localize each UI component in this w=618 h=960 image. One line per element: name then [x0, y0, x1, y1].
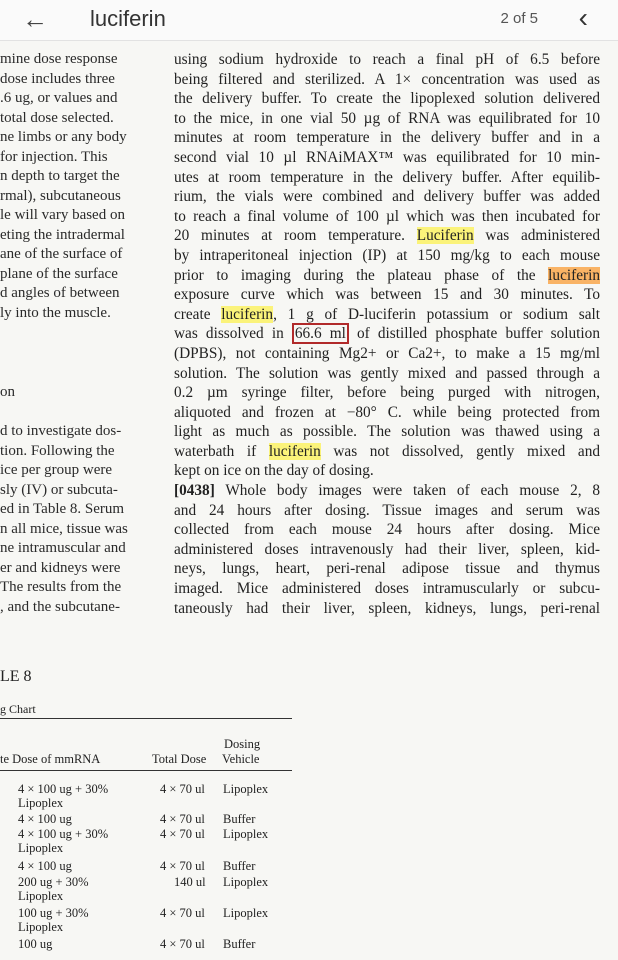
text-line: sly (IV) or subcuta-	[0, 481, 118, 498]
text-line: rmal), subcutaneous	[0, 187, 121, 204]
text-run: was dissolved in	[174, 325, 292, 343]
search-match-highlight[interactable]: Luciferin	[416, 227, 474, 245]
table-cell: 4 × 70 ul	[160, 906, 205, 920]
table-cell: Buffer	[223, 812, 256, 826]
search-match-highlight[interactable]: luciferin	[268, 442, 321, 460]
table-header: Dosing	[224, 737, 261, 751]
table-cell: 140 ul	[174, 875, 206, 889]
text-line	[174, 266, 600, 286]
text-line: total dose selected.	[0, 109, 114, 126]
table-cell: Lipoplex	[223, 782, 269, 796]
table-cell: Lipoplex	[18, 796, 64, 810]
table-header: te Dose of mmRNA	[0, 752, 101, 766]
text-line: aliquoted and frozen at −80° C. while being protected from	[174, 403, 600, 421]
text-line	[174, 226, 600, 246]
paragraph-number: [0438]	[174, 482, 215, 500]
text-line	[0, 403, 142, 423]
boxed-annotation: 66.6 ml	[292, 323, 349, 344]
table-cell: 4 × 100 ug	[18, 812, 72, 826]
table-cell: 200 ug + 30%	[18, 875, 89, 889]
text-run: was administered	[473, 227, 600, 245]
text-line: solution. The solution was gently mixed and passed through a	[174, 364, 600, 382]
text-line: neys, lungs, heart, peri-renal adipose tissue and thymus	[174, 560, 600, 578]
text-line: tion. Following the	[0, 442, 115, 459]
text-line: ly into the muscle.	[0, 304, 111, 321]
text-line: to reach a final volume of 100 µl which was then incubated for	[174, 207, 600, 225]
search-toolbar	[0, 0, 618, 41]
text-line: ed in Table 8. Serum	[0, 501, 125, 517]
text-line: le will vary based on	[0, 207, 125, 223]
table-cell: Lipoplex	[223, 875, 269, 889]
text-run: of distilled phosphate buffer solution	[348, 325, 600, 343]
text-line: eting the intradermal	[0, 226, 125, 243]
text-line: , and the subcutane-	[0, 598, 120, 615]
text-line: the delivery buffer. To create the lipoplexed solution delivered	[174, 90, 600, 108]
text-line	[174, 324, 600, 344]
arrow-left-icon[interactable]: ←	[22, 4, 48, 34]
left-column-text	[0, 50, 142, 617]
text-line: mine dose response	[0, 51, 118, 67]
text-line	[174, 442, 600, 462]
text-line: for injection. This	[0, 148, 108, 165]
text-run: was not dissolved, gently mixed and	[320, 442, 600, 460]
text-line: taneously had their liver, spleen, kidneys, lungs, peri-renal	[174, 599, 600, 617]
current-search-match[interactable]: luciferin	[548, 266, 600, 284]
table-cell: 4 × 70 ul	[160, 827, 205, 841]
table-header: Vehicle	[222, 752, 260, 766]
text-line: d to investigate dos-	[0, 423, 122, 439]
text-line: ne intramuscular and	[0, 540, 126, 556]
right-column-text	[174, 50, 600, 618]
text-line: ne limbs or any body	[0, 129, 127, 145]
table-cell: 4 × 100 ug + 30%	[18, 827, 109, 841]
table-cell: Lipoplex	[18, 920, 64, 934]
table-cell: 4 × 100 ug	[18, 859, 72, 873]
text-line: dose includes three	[0, 70, 115, 87]
text-line: plane of the surface	[0, 265, 118, 282]
text-line: rium, the vials were combined and delivery buffer was added	[174, 188, 600, 206]
text-line: ice per group were	[0, 462, 113, 478]
text-line: d angles of between	[0, 285, 120, 301]
search-match-highlight[interactable]: luciferin	[221, 305, 274, 323]
text-line: (DPBS), not containing Mg2+ or Ca2+, to make a 15 mg/ml	[174, 344, 600, 362]
text-line	[174, 305, 600, 325]
text-line: The results from the	[0, 579, 122, 595]
chevron-left-icon[interactable]: ‹	[578, 2, 588, 33]
table-cell: Buffer	[223, 859, 256, 873]
text-line: er and kidneys were	[0, 559, 121, 576]
table-cell: Buffer	[223, 937, 256, 951]
text-line: imaged. Mice administered doses intramuscularly or subcu-	[174, 580, 600, 598]
table-title: LE 8	[0, 668, 32, 685]
text-line: .6 ug, or values and	[0, 90, 118, 106]
document-page	[0, 40, 618, 960]
text-run: create	[174, 305, 222, 323]
table-subtitle: g Chart	[0, 702, 36, 716]
table-cell: Lipoplex	[18, 841, 64, 855]
table-cell: 100 ug + 30%	[18, 906, 89, 920]
table-cell: 4 × 70 ul	[160, 812, 205, 826]
text-line: by intraperitoneal injection (IP) at 150 mg/kg to each mouse	[174, 246, 600, 264]
text-line: kept on ice on the day of dosing.	[174, 462, 374, 480]
table-cell: 4 × 70 ul	[160, 782, 205, 796]
table-cell: 4 × 70 ul	[160, 859, 205, 873]
text-line	[174, 481, 600, 501]
text-line: n all mice, tissue was	[0, 520, 128, 537]
text-line: and 24 hours after dosing. Tissue images and serum was	[174, 501, 600, 519]
table-cell: Lipoplex	[223, 906, 269, 920]
text-line: 0.2 µm syringe filter, before being purged with nitrogen,	[174, 384, 600, 402]
text-line: minutes at room temperature in the delivery buffer and in a	[174, 129, 600, 147]
text-line: utes at room temperature in the delivery buffer. After equilib-	[174, 168, 600, 186]
text-run: , 1 g of D-luciferin potassium or sodium salt	[273, 305, 601, 323]
table-cell: Lipoplex	[223, 827, 269, 841]
text-line: second vial 10 µl RNAiMAX™ was equilibrated for 10 min-	[174, 148, 600, 166]
text-line: being filtered and sterilized. A 1× concentration was used as	[174, 70, 600, 88]
text-line: on	[0, 384, 15, 400]
text-line: light as much as possible. The solution was thawed using a	[174, 423, 600, 441]
table-cell: 4 × 100 ug + 30%	[18, 782, 109, 796]
table-cell: 100 ug	[18, 937, 53, 951]
text-line: using sodium hydroxide to reach a final pH of 6.5 before	[174, 51, 600, 68]
text-run: 20 minutes at room temperature.	[174, 227, 417, 245]
text-line: to the mice, in one vial 50 µg of RNA was equilibrated for 10	[174, 109, 600, 127]
match-counter: 2 of 5	[500, 10, 538, 27]
table-rule	[0, 718, 292, 719]
text-run: prior to imaging during the plateau phase of the	[174, 266, 549, 284]
text-line: n depth to target the	[0, 168, 120, 184]
table-header: Total Dose	[152, 752, 207, 766]
text-run: waterbath if	[174, 442, 269, 460]
table-cell: 4 × 70 ul	[160, 937, 205, 951]
text-line: ane of the surface of	[0, 246, 123, 262]
text-run: Whole body images were taken of each mouse 2, 8	[214, 482, 600, 500]
text-line: collected from each mouse 24 hours after dosing. Mice	[174, 521, 600, 539]
table-rule	[0, 770, 292, 771]
text-line: exposure curve which was between 15 and 30 minutes. To	[174, 286, 600, 304]
text-line: administered doses intravenously had their liver, spleen, kid-	[174, 540, 600, 558]
search-query[interactable]: luciferin	[90, 6, 166, 31]
table-cell: Lipoplex	[18, 889, 64, 903]
